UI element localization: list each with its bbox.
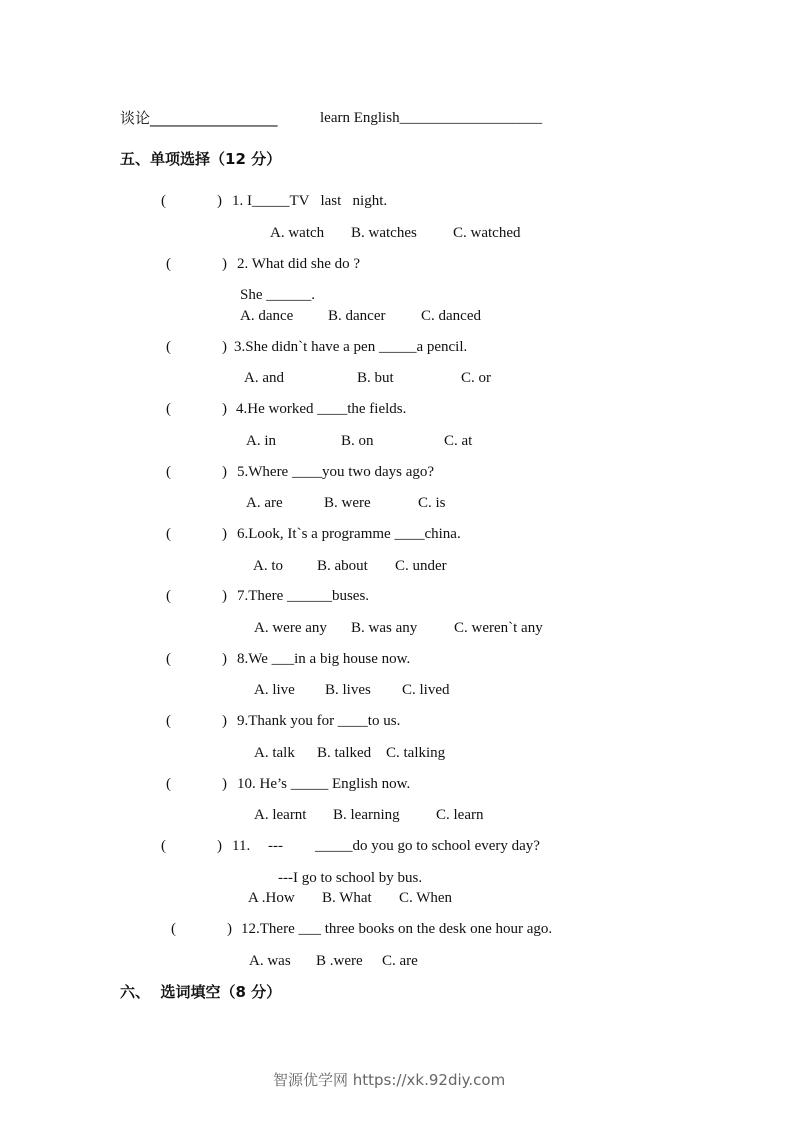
option-c: C. lived — [402, 682, 450, 698]
question-stem: 7.There ______buses. — [237, 588, 370, 604]
answer-paren-open: ( — [171, 921, 176, 937]
option-a: A. dance — [240, 308, 294, 324]
option-a: A .How — [248, 890, 295, 906]
question-stem: 4.He worked ____the fields. — [236, 401, 407, 417]
question-stem: 6.Look, It`s a programme ____china. — [237, 526, 461, 542]
answer-paren-open: ( — [161, 838, 166, 854]
answer-paren-close: ) — [222, 713, 227, 729]
option-c: C. weren`t any — [454, 620, 543, 636]
option-a: A. to — [253, 558, 283, 574]
option-a: A. were any — [254, 620, 327, 636]
answer-paren-open: ( — [166, 464, 171, 480]
option-c: C. talking — [386, 745, 446, 761]
answer-paren-open: ( — [166, 526, 171, 542]
option-a: A. watch — [270, 225, 325, 241]
option-c: C. danced — [421, 308, 481, 324]
answer-paren-close: ) — [217, 193, 222, 209]
answer-paren-open: ( — [161, 193, 166, 209]
option-b: B. were — [324, 495, 371, 511]
option-c: C. learn — [436, 807, 484, 823]
answer-paren-open: ( — [166, 651, 171, 667]
option-b: B. about — [317, 558, 368, 574]
option-c: C. When — [399, 890, 453, 906]
answer-paren-open: ( — [166, 713, 171, 729]
option-a: A. in — [246, 433, 276, 449]
answer-paren-close: ) — [222, 401, 227, 417]
option-b: B .were — [316, 953, 363, 969]
answer-paren-close: ) — [222, 464, 227, 480]
option-b: B. learning — [333, 807, 400, 823]
section-5-title: 五、单项选择（12 分） — [120, 150, 282, 168]
option-b: B. What — [322, 890, 372, 906]
option-c: C. are — [382, 953, 418, 969]
answer-paren-close: ) — [222, 339, 227, 355]
option-b: B. dancer — [328, 308, 386, 324]
question-stem: 11. — [232, 838, 251, 854]
option-b: B. but — [357, 370, 394, 386]
option-a: A. talk — [254, 745, 295, 761]
option-c: C. is — [418, 495, 446, 511]
answer-paren-open: ( — [166, 339, 171, 355]
option-c: C. at — [444, 433, 473, 449]
option-a: A. learnt — [254, 807, 307, 823]
option-b: B. lives — [325, 682, 371, 698]
option-a: A. are — [246, 495, 283, 511]
section-6-title: 六、 选词填空（8 分） — [120, 983, 282, 1001]
answer-paren-close: ) — [217, 838, 222, 854]
question-stem: 10. He’s _____ English now. — [237, 776, 411, 792]
fill-in-talk: 谈论_________________ — [120, 109, 278, 127]
answer-paren-open: ( — [166, 776, 171, 792]
question-extra-line: ---I go to school by bus. — [278, 870, 423, 886]
question-stem: 8.We ___in a big house now. — [237, 651, 411, 667]
fill-in-learn-english: learn English___________________ — [320, 110, 543, 126]
option-a: A. was — [249, 953, 291, 969]
option-b: B. was any — [351, 620, 418, 636]
answer-paren-close: ) — [227, 921, 232, 937]
answer-paren-open: ( — [166, 588, 171, 604]
question-stem-continued: _____do you go to school every day? — [315, 838, 540, 854]
option-b: B. talked — [317, 745, 372, 761]
question-extra-line: She ______. — [240, 287, 315, 303]
answer-paren-close: ) — [222, 256, 227, 272]
answer-paren-close: ) — [222, 776, 227, 792]
answer-paren-close: ) — [222, 651, 227, 667]
answer-paren-close: ) — [222, 526, 227, 542]
question-stem: 12.There ___ three books on the desk one hour ago. — [241, 921, 553, 937]
option-c: C. watched — [453, 225, 521, 241]
footer-watermark: 智源优学网 https://xk.92diy.com — [273, 1071, 506, 1089]
question-stem: 9.Thank you for ____to us. — [237, 713, 401, 729]
option-a: A. and — [244, 370, 284, 386]
answer-paren-close: ) — [222, 588, 227, 604]
question-stem: 1. I_____TV last night. — [232, 193, 388, 209]
question-stem: 5.Where ____you two days ago? — [237, 464, 435, 480]
answer-paren-open: ( — [166, 256, 171, 272]
answer-paren-open: ( — [166, 401, 171, 417]
option-c: C. under — [395, 558, 447, 574]
dialogue-dash: --- — [268, 838, 283, 854]
option-a: A. live — [254, 682, 295, 698]
question-stem: 2. What did she do ? — [237, 256, 361, 272]
option-c: C. or — [461, 370, 491, 386]
option-b: B. on — [341, 433, 374, 449]
question-stem: 3.She didn`t have a pen _____a pencil. — [234, 339, 468, 355]
option-b: B. watches — [351, 225, 417, 241]
